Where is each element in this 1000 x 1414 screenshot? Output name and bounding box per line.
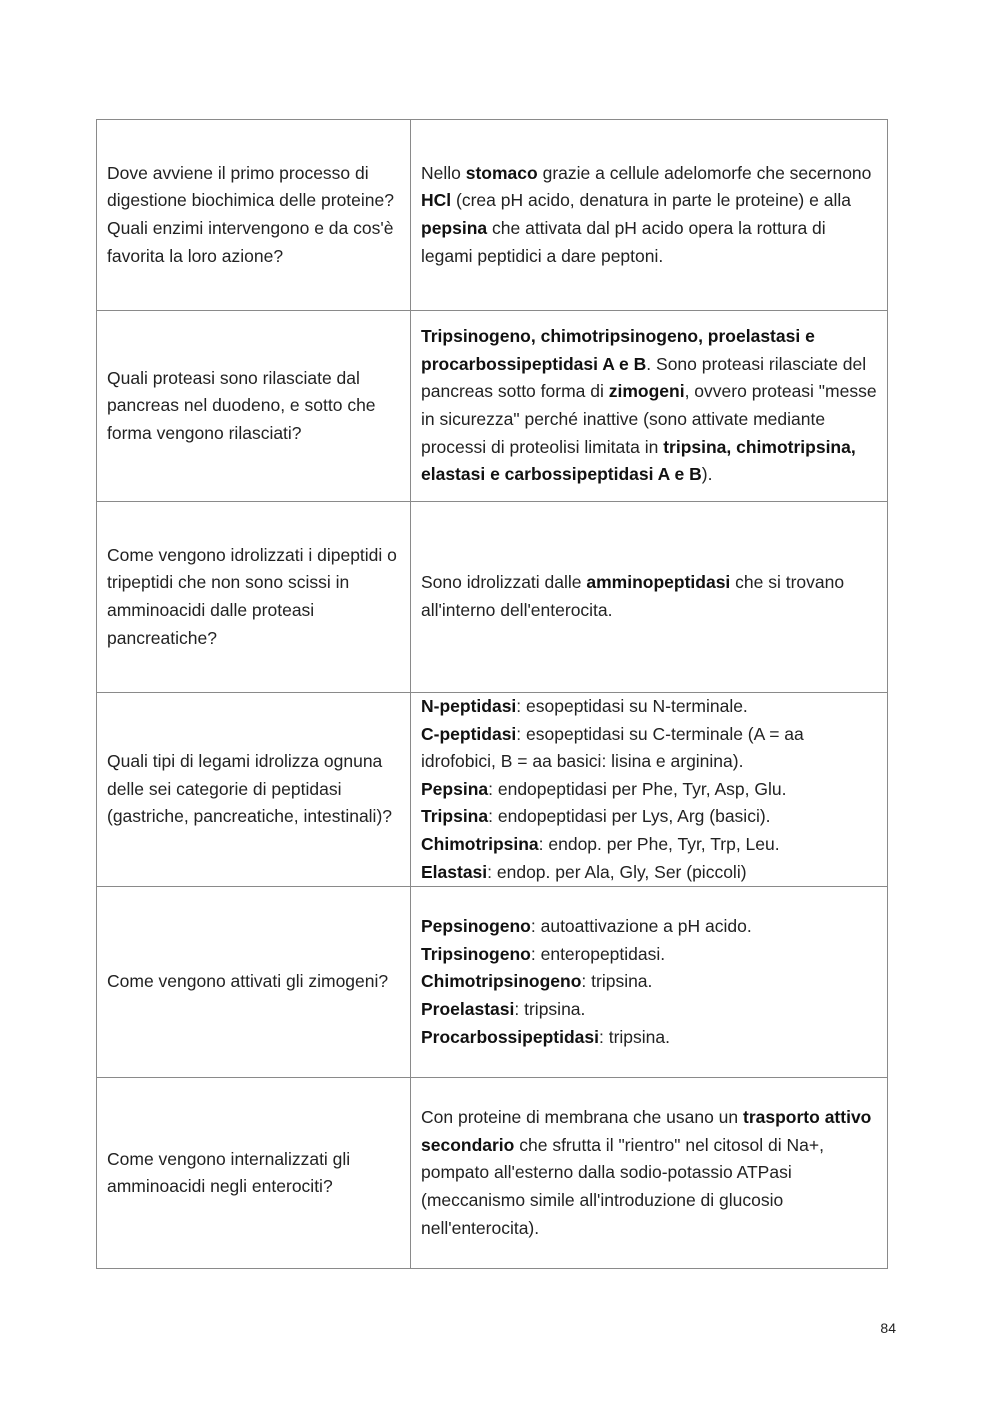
answer-line bbox=[421, 803, 877, 831]
answer-text: : esopeptidasi su N-terminale. bbox=[516, 696, 748, 716]
answer-line bbox=[421, 1104, 877, 1242]
question-cell: Quali tipi di legami idrolizza ognuna delle sei categorie di peptidasi (gastriche, pancreatiche, intestinali)? bbox=[97, 693, 411, 887]
answer-line bbox=[421, 968, 877, 996]
answer-line bbox=[421, 913, 877, 941]
answer-line bbox=[421, 323, 877, 489]
answer-text: Sono idrolizzati dalle bbox=[421, 572, 587, 593]
answer-cell bbox=[411, 887, 888, 1078]
page-number: 84 bbox=[880, 1320, 896, 1336]
answer-line bbox=[421, 776, 877, 804]
answer-text: : autoattivazione a pH acido. bbox=[530, 916, 752, 937]
table-row bbox=[97, 693, 888, 887]
answer-text: : endop. per Ala, Gly, Ser (piccoli) bbox=[487, 861, 747, 882]
question-cell: Quali proteasi sono rilasciate dal pancreas nel duodeno, e sotto che forma vengono rilasciati? bbox=[97, 311, 411, 502]
answer-text: che sfrutta il "rientro" nel citosol di Na+, pompato all'esterno dalla sodio-potassio ATPasi (meccanismo simile all'introduzione di glucosio nell'enterocita). bbox=[421, 1134, 824, 1238]
answer-bold-text: tripsina, chimotripsina, elastasi e carbossipeptidasi A e B bbox=[421, 436, 856, 485]
qa-table bbox=[96, 119, 888, 1269]
answer-line bbox=[421, 859, 877, 887]
answer-line bbox=[421, 996, 877, 1024]
table-row bbox=[97, 887, 888, 1078]
answer-bold-text: Pepsinogeno bbox=[421, 916, 531, 937]
answer-line bbox=[421, 941, 877, 969]
answer-cell bbox=[411, 502, 888, 693]
answer-text: : tripsina. bbox=[598, 1026, 670, 1047]
answer-line bbox=[421, 721, 877, 776]
answer-cell bbox=[411, 1078, 888, 1269]
answer-bold-text: Tripsina bbox=[421, 806, 489, 827]
question-cell: Come vengono attivati gli zimogeni? bbox=[97, 887, 411, 1078]
answer-bold-text: Tripsinogeno bbox=[421, 943, 531, 964]
answer-text: Con proteine di membrana che usano un bbox=[421, 1107, 744, 1128]
answer-bold-text: Pepsina bbox=[421, 778, 489, 799]
table-row bbox=[97, 1078, 888, 1269]
answer-bold-text: Tripsinogeno, chimotripsinogeno, proelastasi e procarbossipeptidasi A e B bbox=[421, 326, 815, 374]
answer-text: : tripsina. bbox=[514, 998, 586, 1019]
qa-table-body bbox=[97, 120, 888, 1269]
answer-text: (crea pH acido, denatura in parte le proteine) e alla bbox=[451, 190, 851, 211]
answer-text: : esopeptidasi su C-terminale (A = aa idrofobici, B = aa basici: lisina e arginina). bbox=[421, 723, 804, 772]
answer-bold-text: amminopeptidasi bbox=[586, 572, 731, 593]
answer-bold-text: Elastasi bbox=[421, 861, 488, 882]
question-cell: Come vengono idrolizzati i dipeptidi o tripeptidi che non sono scissi in amminoacidi dalle proteasi pancreatiche? bbox=[97, 502, 411, 693]
answer-bold-text: C-peptidasi bbox=[421, 723, 517, 744]
answer-text: : endopeptidasi per Phe, Tyr, Asp, Glu. bbox=[488, 778, 787, 799]
answer-bold-text: Chimotripsinogeno bbox=[421, 971, 582, 992]
answer-line bbox=[421, 160, 877, 270]
answer-line bbox=[421, 569, 877, 624]
answer-line bbox=[421, 831, 877, 859]
table-row bbox=[97, 502, 888, 693]
answer-bold-text: zimogeni bbox=[608, 381, 685, 402]
answer-cell bbox=[411, 120, 888, 311]
table-row bbox=[97, 120, 888, 311]
answer-text: : endopeptidasi per Lys, Arg (basici). bbox=[488, 806, 771, 827]
answer-text: che si trovano all'interno dell'enterocita. bbox=[421, 572, 845, 620]
answer-text: ). bbox=[701, 464, 713, 485]
answer-text: che attivata dal pH acido opera la rottura di legami peptidici a dare peptoni. bbox=[421, 218, 826, 266]
answer-line bbox=[421, 1024, 877, 1052]
answer-text: : tripsina. bbox=[581, 971, 653, 992]
question-cell: Come vengono internalizzati gli amminoacidi negli enterociti? bbox=[97, 1078, 411, 1269]
answer-line bbox=[421, 693, 877, 721]
answer-text: : enteropeptidasi. bbox=[530, 943, 666, 964]
table-row bbox=[97, 311, 888, 502]
answer-cell bbox=[411, 693, 888, 887]
answer-text: . Sono proteasi rilasciate del pancreas sotto forma di bbox=[421, 353, 867, 402]
answer-bold-text: Chimotripsina bbox=[421, 833, 539, 854]
answer-bold-text: Procarbossipeptidasi bbox=[421, 1026, 599, 1047]
answer-bold-text: stomaco bbox=[465, 162, 538, 183]
answer-text: grazie a cellule adelomorfe che secernono bbox=[537, 162, 872, 183]
answer-text: , ovvero proteasi "messe in sicurezza" perché inattive (sono attivate mediante processi di proteolisi limitata in bbox=[421, 381, 877, 457]
answer-bold-text: pepsina bbox=[421, 218, 488, 238]
answer-bold-text: HCl bbox=[421, 190, 452, 211]
answer-bold-text: trasporto attivo secondario bbox=[421, 1107, 872, 1155]
answer-cell bbox=[411, 311, 888, 502]
answer-bold-text: Proelastasi bbox=[421, 998, 515, 1019]
answer-text: Nello bbox=[421, 162, 466, 183]
answer-text: : endop. per Phe, Tyr, Trp, Leu. bbox=[538, 833, 780, 854]
answer-bold-text: N-peptidasi bbox=[421, 696, 517, 716]
question-cell: Dove avviene il primo processo di digestione biochimica delle proteine? Quali enzimi intervengono e da cos'è favorita la loro azione? bbox=[97, 120, 411, 311]
